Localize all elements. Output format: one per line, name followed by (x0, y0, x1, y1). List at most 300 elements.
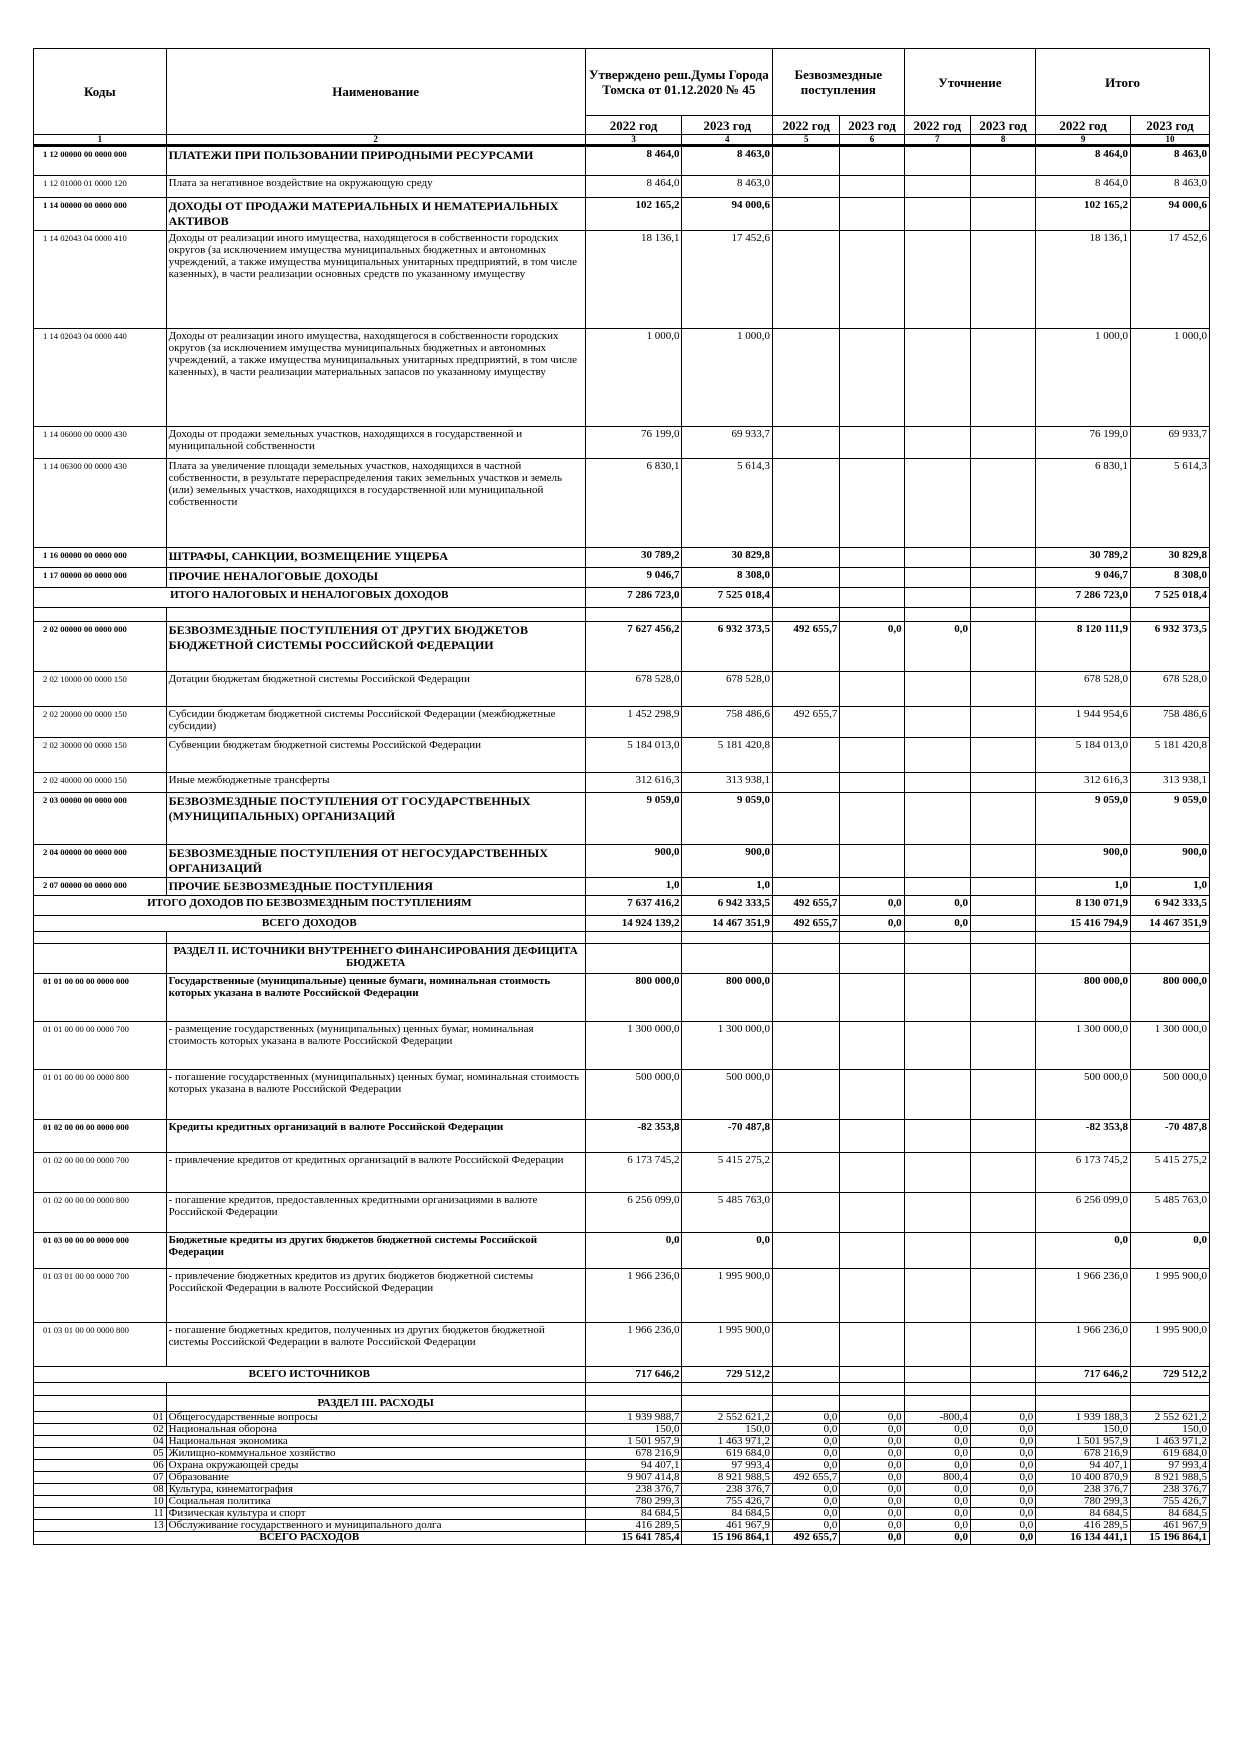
table-row (34, 231, 1210, 329)
value-cell (773, 738, 840, 773)
value-cell (904, 672, 970, 707)
value-cell: 1 944 954,6 (1036, 707, 1131, 738)
value-cell (840, 1070, 904, 1120)
value-cell: 94 000,6 (1130, 198, 1209, 231)
value-cell: 150,0 (1036, 1424, 1131, 1436)
value-cell: 800 000,0 (585, 974, 682, 1022)
value-cell (773, 1022, 840, 1070)
table-row (34, 1193, 1210, 1233)
value-cell: 0,0 (970, 1460, 1035, 1472)
value-cell: 0,0 (840, 1412, 904, 1424)
empty-cell (904, 608, 970, 622)
row-name: Обслуживание государственного и муниципального долга (166, 1520, 585, 1532)
value-cell: 15 196 864,1 (1130, 1532, 1209, 1545)
row-code: 2 02 00000 00 0000 000 (34, 622, 167, 672)
value-cell: 0,0 (970, 1484, 1035, 1496)
row-code: 01 03 01 00 00 0000 800 (34, 1323, 167, 1367)
value-cell: 312 616,3 (585, 773, 682, 793)
row-name: Иные межбюджетные трансферты (166, 773, 585, 793)
row-name: - погашение бюджетных кредитов, полученных из других бюджетов бюджетной системы Российской Федерации в валюте Российской Федерации (166, 1323, 585, 1367)
row-name: БЕЗВОЗМЕЗДНЫЕ ПОСТУПЛЕНИЯ ОТ ГОСУДАРСТВЕННЫХ (МУНИЦИПАЛЬНЫХ) ОРГАНИЗАЦИЙ (166, 793, 585, 845)
value-cell (773, 878, 840, 896)
value-cell (904, 878, 970, 896)
value-cell: 0,0 (840, 1472, 904, 1484)
value-cell (970, 896, 1035, 916)
row-name: Охрана окружающей среды (166, 1460, 585, 1472)
value-cell (904, 176, 970, 198)
empty-cell (904, 1383, 970, 1396)
value-cell: 6 830,1 (585, 459, 682, 548)
empty-cell (1036, 1383, 1131, 1396)
value-cell (840, 878, 904, 896)
value-cell (773, 198, 840, 231)
value-cell (773, 1323, 840, 1367)
column-number: 10 (1130, 135, 1209, 146)
value-cell (840, 1233, 904, 1269)
row-code: 1 12 00000 00 0000 000 (34, 146, 167, 176)
value-cell: 1 966 236,0 (585, 1323, 682, 1367)
value-cell: 8 921 988,5 (1130, 1472, 1209, 1484)
empty-cell (682, 932, 773, 944)
table-row (34, 1496, 1210, 1508)
empty-cell (1130, 1383, 1209, 1396)
table-row (34, 1396, 1210, 1412)
value-cell (840, 1269, 904, 1323)
row-code: 13 (34, 1520, 167, 1532)
value-cell: 7 525 018,4 (1130, 588, 1209, 608)
value-cell: 6 256 099,0 (585, 1193, 682, 1233)
value-cell (970, 198, 1035, 231)
value-cell: 619 684,0 (1130, 1448, 1209, 1460)
empty-cell (773, 944, 840, 974)
value-cell: 15 416 794,9 (1036, 916, 1131, 932)
value-cell: 500 000,0 (585, 1070, 682, 1120)
row-name: Плата за увеличение площади земельных участков, находящихся в частной собственности, в результате перераспределения таких земельных участков и земель (или) земельных участков, находящихся в государственной или муниципальной собственности (166, 459, 585, 548)
total-label: ВСЕГО ИСТОЧНИКОВ (34, 1367, 586, 1383)
table-row (34, 1424, 1210, 1436)
value-cell: 461 967,9 (682, 1520, 773, 1532)
empty-cell (166, 1383, 585, 1396)
value-cell: 97 993,4 (1130, 1460, 1209, 1472)
header-approved: Утверждено реш.Думы Города Томска от 01.12.2020 № 45 (585, 49, 772, 116)
value-cell: 8 308,0 (682, 568, 773, 588)
value-cell: 1 463 971,2 (682, 1436, 773, 1448)
value-cell: 94 407,1 (1036, 1460, 1131, 1472)
value-cell: 76 199,0 (585, 427, 682, 459)
table-row (34, 1508, 1210, 1520)
value-cell: 800 000,0 (1130, 974, 1209, 1022)
row-name: Жилищно-коммунальное хозяйство (166, 1448, 585, 1460)
value-cell: 69 933,7 (1130, 427, 1209, 459)
value-cell (840, 1193, 904, 1233)
value-cell: 900,0 (1130, 845, 1209, 878)
table-row (34, 1484, 1210, 1496)
value-cell: 1,0 (1036, 878, 1131, 896)
empty-cell (904, 1396, 970, 1412)
value-cell (840, 1153, 904, 1193)
empty-cell (773, 932, 840, 944)
value-cell (970, 1269, 1035, 1323)
value-cell: -82 353,8 (585, 1120, 682, 1153)
value-cell: 0,0 (970, 1496, 1035, 1508)
row-name: Национальная оборона (166, 1424, 585, 1436)
table-row (34, 1448, 1210, 1460)
value-cell: 10 400 870,9 (1036, 1472, 1131, 1484)
value-cell: 84 684,5 (1036, 1508, 1131, 1520)
value-cell (970, 622, 1035, 672)
header-total: Итого (1036, 49, 1210, 116)
table-row (34, 793, 1210, 845)
row-code: 01 02 00 00 00 0000 800 (34, 1193, 167, 1233)
value-cell (904, 231, 970, 329)
value-cell: 0,0 (840, 916, 904, 932)
header-year-2023: 2023 год (1130, 116, 1209, 135)
value-cell (773, 427, 840, 459)
value-cell: 5 485 763,0 (682, 1193, 773, 1233)
value-cell (904, 568, 970, 588)
value-cell: 6 173 745,2 (1036, 1153, 1131, 1193)
value-cell: 717 646,2 (1036, 1367, 1131, 1383)
row-name: Культура, кинематография (166, 1484, 585, 1496)
value-cell (904, 773, 970, 793)
value-cell: 150,0 (1130, 1424, 1209, 1436)
table-row (34, 608, 1210, 622)
value-cell (840, 459, 904, 548)
value-cell: 0,0 (773, 1424, 840, 1436)
row-code: 1 14 02043 04 0000 440 (34, 329, 167, 427)
value-cell: 102 165,2 (1036, 198, 1131, 231)
value-cell: 5 614,3 (682, 459, 773, 548)
value-cell (904, 1233, 970, 1269)
row-code: 01 01 00 00 00 0000 800 (34, 1070, 167, 1120)
value-cell: 0,0 (840, 1448, 904, 1460)
value-cell (904, 427, 970, 459)
value-cell (773, 845, 840, 878)
value-cell: 758 486,6 (1130, 707, 1209, 738)
value-cell: 0,0 (840, 1460, 904, 1472)
table-row (34, 1153, 1210, 1193)
value-cell: 492 655,7 (773, 622, 840, 672)
value-cell: 6 942 333,5 (682, 896, 773, 916)
value-cell: 619 684,0 (682, 1448, 773, 1460)
value-cell: 0,0 (773, 1436, 840, 1448)
value-cell (773, 1269, 840, 1323)
value-cell: 0,0 (970, 1520, 1035, 1532)
value-cell: 492 655,7 (773, 896, 840, 916)
value-cell: 0,0 (773, 1460, 840, 1472)
value-cell (840, 329, 904, 427)
value-cell (970, 878, 1035, 896)
value-cell: 6 830,1 (1036, 459, 1131, 548)
value-cell: 8 463,0 (682, 176, 773, 198)
value-cell: 0,0 (840, 622, 904, 672)
value-cell (773, 568, 840, 588)
value-cell (773, 672, 840, 707)
value-cell (840, 773, 904, 793)
column-number: 6 (840, 135, 904, 146)
value-cell: 780 299,3 (1036, 1496, 1131, 1508)
value-cell: 0,0 (970, 1412, 1035, 1424)
value-cell: 678 216,9 (585, 1448, 682, 1460)
row-code: 02 (34, 1424, 167, 1436)
value-cell: 6 173 745,2 (585, 1153, 682, 1193)
table-row (34, 1367, 1210, 1383)
value-cell (840, 198, 904, 231)
value-cell: 8 308,0 (1130, 568, 1209, 588)
value-cell: 1 000,0 (1036, 329, 1131, 427)
value-cell: 0,0 (904, 622, 970, 672)
table-row (34, 932, 1210, 944)
value-cell (970, 1022, 1035, 1070)
empty-cell (682, 1383, 773, 1396)
value-cell (904, 845, 970, 878)
empty-cell (840, 932, 904, 944)
row-name: Субвенции бюджетам бюджетной системы Российской Федерации (166, 738, 585, 773)
empty-cell (585, 932, 682, 944)
value-cell: 0,0 (970, 1508, 1035, 1520)
row-code: 06 (34, 1460, 167, 1472)
row-name: Доходы от реализации иного имущества, находящегося в собственности городских округов (за исключением имущества муниципальных бюджетных и автономных учреждений, а также имущества муниципальных унитарных предприятий, в том числе казенных), в части реализации материальных запасов по указанному имуществу (166, 329, 585, 427)
value-cell: 1 966 236,0 (585, 1269, 682, 1323)
value-cell: 14 924 139,2 (585, 916, 682, 932)
value-cell: 0,0 (773, 1448, 840, 1460)
value-cell: 14 467 351,9 (1130, 916, 1209, 932)
empty-cell (34, 944, 167, 974)
value-cell: 9 907 414,8 (585, 1472, 682, 1484)
value-cell: 18 136,1 (585, 231, 682, 329)
table-row (34, 1070, 1210, 1120)
empty-cell (585, 608, 682, 622)
value-cell (970, 588, 1035, 608)
value-cell: 5 181 420,8 (682, 738, 773, 773)
row-name: - размещение государственных (муниципальных) ценных бумаг, номинальная стоимость которых указана в валюте Российской Федерации (166, 1022, 585, 1070)
row-name: Общегосударственные вопросы (166, 1412, 585, 1424)
value-cell: 30 829,8 (682, 548, 773, 568)
value-cell: 8 921 988,5 (682, 1472, 773, 1484)
value-cell (970, 916, 1035, 932)
value-cell (970, 845, 1035, 878)
value-cell: 30 789,2 (1036, 548, 1131, 568)
empty-cell (904, 932, 970, 944)
empty-cell (1036, 608, 1131, 622)
empty-cell (585, 944, 682, 974)
value-cell (840, 146, 904, 176)
value-cell: 15 641 785,4 (585, 1532, 682, 1545)
value-cell: 2 552 621,2 (1130, 1412, 1209, 1424)
value-cell (970, 1153, 1035, 1193)
value-cell (773, 231, 840, 329)
value-cell: 1 463 971,2 (1130, 1436, 1209, 1448)
value-cell: 9 046,7 (585, 568, 682, 588)
value-cell: 94 407,1 (585, 1460, 682, 1472)
value-cell (840, 974, 904, 1022)
value-cell (773, 1233, 840, 1269)
table-row (34, 548, 1210, 568)
empty-cell (773, 1383, 840, 1396)
row-name: ШТРАФЫ, САНКЦИИ, ВОЗМЕЩЕНИЕ УЩЕРБА (166, 548, 585, 568)
value-cell: 900,0 (1036, 845, 1131, 878)
value-cell (773, 974, 840, 1022)
table-row (34, 459, 1210, 548)
row-code: 1 12 01000 01 0000 120 (34, 176, 167, 198)
empty-cell (840, 1383, 904, 1396)
value-cell (970, 176, 1035, 198)
value-cell: 238 376,7 (1036, 1484, 1131, 1496)
value-cell: 0,0 (1130, 1233, 1209, 1269)
table-row (34, 622, 1210, 672)
column-number: 3 (585, 135, 682, 146)
value-cell: 1 300 000,0 (585, 1022, 682, 1070)
value-cell: 97 993,4 (682, 1460, 773, 1472)
empty-cell (585, 1396, 682, 1412)
value-cell (773, 548, 840, 568)
value-cell: 500 000,0 (1036, 1070, 1131, 1120)
row-name: Физическая культура и спорт (166, 1508, 585, 1520)
table-row (34, 146, 1210, 176)
value-cell: 5 184 013,0 (1036, 738, 1131, 773)
value-cell: 7 286 723,0 (585, 588, 682, 608)
row-name: Национальная экономика (166, 1436, 585, 1448)
value-cell: 94 000,6 (682, 198, 773, 231)
row-name: - погашение кредитов, предоставленных кредитными организациями в валюте Российской Федерации (166, 1193, 585, 1233)
value-cell: 800 000,0 (1036, 974, 1131, 1022)
row-code: 2 02 20000 00 0000 150 (34, 707, 167, 738)
value-cell: 0,0 (904, 1520, 970, 1532)
value-cell: 7 525 018,4 (682, 588, 773, 608)
value-cell: 500 000,0 (1130, 1070, 1209, 1120)
empty-cell (1130, 944, 1209, 974)
value-cell (970, 773, 1035, 793)
value-cell: 780 299,3 (585, 1496, 682, 1508)
value-cell: 0,0 (840, 896, 904, 916)
row-code: 01 01 00 00 00 0000 000 (34, 974, 167, 1022)
value-cell: 1 995 900,0 (682, 1323, 773, 1367)
value-cell (970, 427, 1035, 459)
value-cell (840, 672, 904, 707)
value-cell (904, 974, 970, 1022)
header-year-2022: 2022 год (1036, 116, 1131, 135)
row-code: 1 14 06000 00 0000 430 (34, 427, 167, 459)
table-row (34, 1436, 1210, 1448)
row-name: Социальная политика (166, 1496, 585, 1508)
row-name: ПРОЧИЕ БЕЗВОЗМЕЗДНЫЕ ПОСТУПЛЕНИЯ (166, 878, 585, 896)
row-name: - погашение государственных (муниципальных) ценных бумаг, номинальная стоимость которых указана в валюте Российской Федерации (166, 1070, 585, 1120)
value-cell: 678 528,0 (1036, 672, 1131, 707)
empty-cell (970, 932, 1035, 944)
row-name: Бюджетные кредиты из других бюджетов бюджетной системы Российской Федерации (166, 1233, 585, 1269)
value-cell: 0,0 (904, 1460, 970, 1472)
row-name: ДОХОДЫ ОТ ПРОДАЖИ МАТЕРИАЛЬНЫХ И НЕМАТЕРИАЛЬНЫХ АКТИВОВ (166, 198, 585, 231)
value-cell: 1 501 957,9 (585, 1436, 682, 1448)
value-cell: 0,0 (904, 1484, 970, 1496)
value-cell (904, 1193, 970, 1233)
value-cell: 9 059,0 (1036, 793, 1131, 845)
row-code: 2 02 40000 00 0000 150 (34, 773, 167, 793)
row-code: 1 14 00000 00 0000 000 (34, 198, 167, 231)
value-cell: 0,0 (970, 1532, 1035, 1545)
value-cell: 16 134 441,1 (1036, 1532, 1131, 1545)
value-cell: 678 528,0 (585, 672, 682, 707)
value-cell (904, 1153, 970, 1193)
value-cell: 312 616,3 (1036, 773, 1131, 793)
value-cell: 0,0 (1036, 1233, 1131, 1269)
value-cell (840, 427, 904, 459)
value-cell: 461 967,9 (1130, 1520, 1209, 1532)
value-cell: 500 000,0 (682, 1070, 773, 1120)
row-name: Государственные (муниципальные) ценные бумаги, номинальная стоимость которых указана в валюте Российской Федерации (166, 974, 585, 1022)
value-cell: 6 942 333,5 (1130, 896, 1209, 916)
value-cell (773, 773, 840, 793)
table-row (34, 1323, 1210, 1367)
value-cell: 17 452,6 (1130, 231, 1209, 329)
table-row (34, 1022, 1210, 1070)
value-cell: 1 300 000,0 (1036, 1022, 1131, 1070)
row-code: 04 (34, 1436, 167, 1448)
value-cell: -82 353,8 (1036, 1120, 1131, 1153)
value-cell: 313 938,1 (682, 773, 773, 793)
value-cell: 1 995 900,0 (682, 1269, 773, 1323)
value-cell: 492 655,7 (773, 1472, 840, 1484)
value-cell (773, 1153, 840, 1193)
column-number: 4 (682, 135, 773, 146)
value-cell: 150,0 (682, 1424, 773, 1436)
table-header (34, 49, 1210, 146)
value-cell: 9 059,0 (585, 793, 682, 845)
value-cell: 8 464,0 (585, 146, 682, 176)
value-cell: 900,0 (682, 845, 773, 878)
table-row (34, 974, 1210, 1022)
value-cell: 1 000,0 (585, 329, 682, 427)
value-cell: 5 415 275,2 (682, 1153, 773, 1193)
value-cell (970, 548, 1035, 568)
table-row (34, 1412, 1210, 1424)
value-cell: 729 512,2 (682, 1367, 773, 1383)
value-cell (904, 1022, 970, 1070)
value-cell: 0,0 (840, 1496, 904, 1508)
row-code: 2 07 00000 00 0000 000 (34, 878, 167, 896)
value-cell: 7 637 416,2 (585, 896, 682, 916)
table-row (34, 427, 1210, 459)
table-row (34, 1233, 1210, 1269)
value-cell: 0,0 (904, 896, 970, 916)
empty-cell (1130, 608, 1209, 622)
value-cell: 313 938,1 (1130, 773, 1209, 793)
empty-cell (585, 1383, 682, 1396)
empty-cell (34, 932, 167, 944)
value-cell: 5 485 763,0 (1130, 1193, 1209, 1233)
value-cell (840, 1367, 904, 1383)
row-name: Доходы от продажи земельных участков, находящихся в государственной и муниципальной собственности (166, 427, 585, 459)
value-cell: 1 995 900,0 (1130, 1269, 1209, 1323)
value-cell (970, 1070, 1035, 1120)
value-cell (904, 793, 970, 845)
value-cell (773, 329, 840, 427)
empty-cell (970, 1396, 1035, 1412)
table-row (34, 176, 1210, 198)
value-cell: 7 286 723,0 (1036, 588, 1131, 608)
header-name: Наименование (166, 49, 585, 135)
value-cell (970, 1323, 1035, 1367)
row-code: 08 (34, 1484, 167, 1496)
value-cell: 900,0 (585, 845, 682, 878)
value-cell: 30 829,8 (1130, 548, 1209, 568)
value-cell: 5 181 420,8 (1130, 738, 1209, 773)
header-year-2023: 2023 год (970, 116, 1035, 135)
value-cell: 17 452,6 (682, 231, 773, 329)
value-cell (970, 974, 1035, 1022)
value-cell: 717 646,2 (585, 1367, 682, 1383)
value-cell (904, 1120, 970, 1153)
